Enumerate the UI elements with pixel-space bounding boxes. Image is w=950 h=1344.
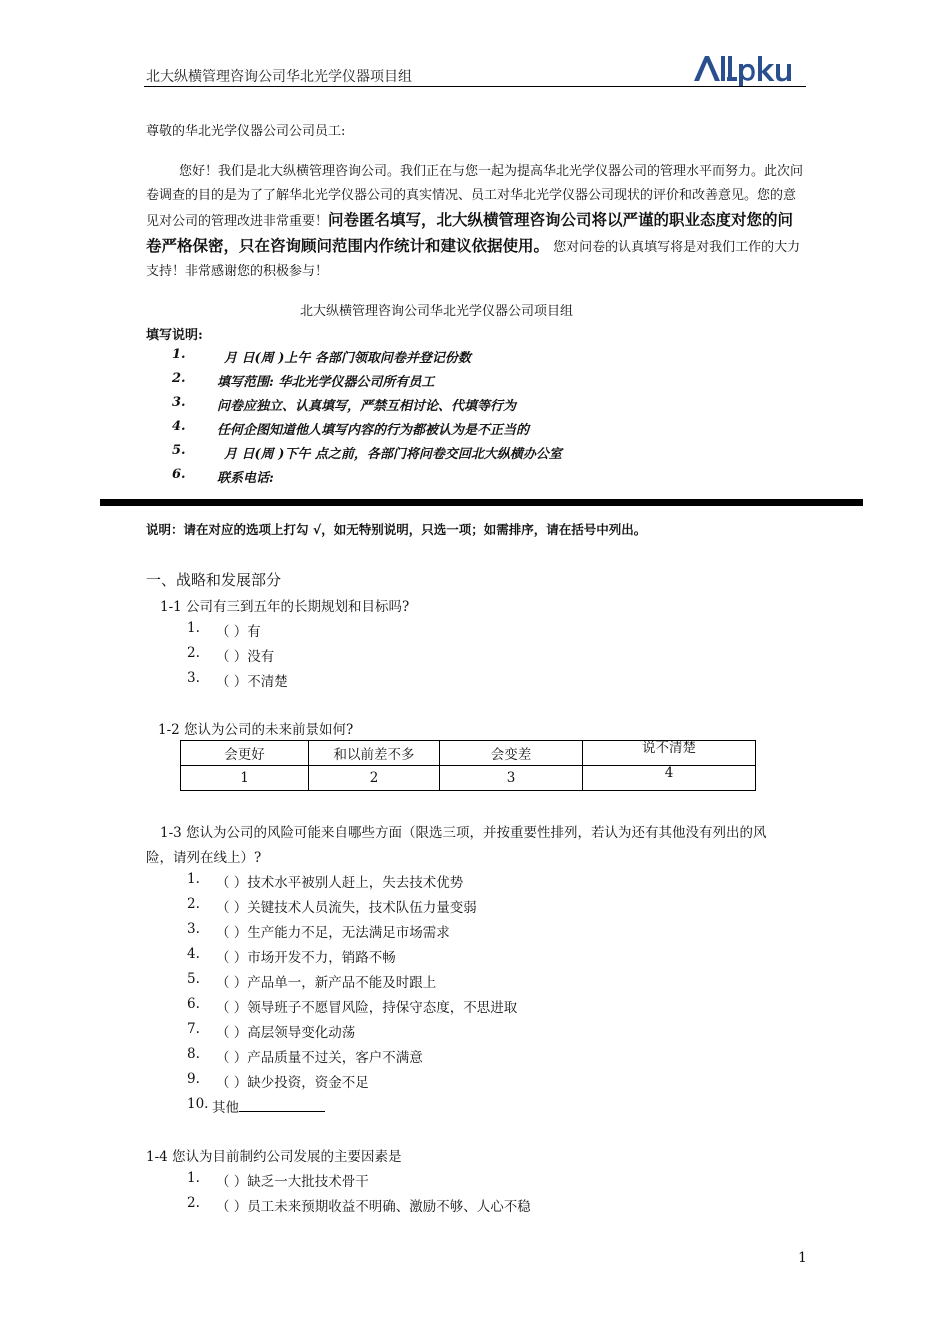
section-title: 一、战略和发展部分 (146, 571, 282, 589)
question-1-3-line1: 1-3 您认为公司的风险可能来自哪些方面（限选三项，并按重要性排列，若认为还有其他没有列出的风 (160, 825, 767, 841)
allpku-logo (694, 52, 806, 86)
option-checkbox[interactable]: （ ）有 (216, 624, 261, 640)
option-num: 1. (187, 1170, 200, 1186)
instruction-num: 6. (172, 467, 186, 482)
question-1-4: 1-4 您认为目前制约公司发展的主要因素是 (146, 1149, 402, 1165)
instruction-num: 2. (172, 371, 186, 386)
option-checkbox[interactable]: （ ）缺少投资，资金不足 (216, 1075, 369, 1091)
instruction-num: 4. (172, 419, 186, 434)
table-cell[interactable]: 4 (583, 766, 756, 791)
option-checkbox[interactable]: （ ）产品单一，新产品不能及时跟上 (216, 975, 437, 991)
other-fill-line[interactable] (239, 1097, 325, 1112)
answer-instructions: 说明：请在对应的选项上打勾 √，如无特别说明，只选一项；如需排序，请在括号中列出。 (146, 522, 647, 537)
instruction-text: 问卷应独立、认真填写，严禁互相讨论、代填等行为 (217, 399, 517, 414)
table-cell[interactable]: 2 (309, 766, 440, 791)
option-num: 3. (187, 670, 200, 686)
question-1-1: 1-1 公司有三到五年的长期规划和目标吗? (160, 599, 410, 615)
intro-lead: 您好！我们是北大纵横管理咨询公司。我们正在与您一起为提高华北光学仪器公司的管理水平而努力。此次问卷调查的目的是为了了解华北光学仪器公司的真实情况、员工对华北光学仪器公司现状的评价和改善意见。您的意见对公司的管理改进非常重要！ (146, 164, 804, 229)
question-1-3-line2: 险，请列在线上）? (146, 850, 262, 866)
instruction-num: 3. (172, 395, 186, 410)
option-num: 4. (187, 946, 200, 962)
instruction-text: 联系电话: (217, 471, 274, 486)
intro-tail: 您对问卷的认真填写将是对我们工作的大力支持！非常感谢您的积极参与！ (146, 240, 801, 279)
header-title: 北大纵横管理咨询公司华北光学仪器项目组 (146, 69, 412, 85)
option-checkbox[interactable]: （ ）生产能力不足，无法满足市场需求 (216, 925, 450, 941)
option-num: 2. (187, 896, 200, 912)
table-cell[interactable]: 1 (181, 766, 309, 791)
option-num: 2. (187, 1195, 200, 1211)
signature: 北大纵横管理咨询公司华北光学仪器公司项目组 (300, 304, 574, 319)
option-checkbox[interactable]: （ ）市场开发不力，销路不畅 (216, 950, 396, 966)
option-num: 5. (187, 971, 200, 987)
table-header-row (181, 741, 756, 766)
instruction-text: 月 日(周 )下午 点之前，各部门将问卷交回北大纵横办公室 (224, 447, 562, 462)
table-header-cell: 和以前差不多 (309, 741, 440, 766)
instruction-text: 月 日(周 )上午 各部门领取问卷并登记份数 (224, 351, 471, 366)
option-checkbox[interactable]: （ ）员工未来预期收益不明确、激励不够、人心不稳 (216, 1199, 531, 1215)
page-number: 1 (798, 1250, 807, 1266)
other-label: 其他 (212, 1100, 239, 1116)
option-checkbox[interactable]: （ ）缺乏一大批技术骨干 (216, 1174, 369, 1190)
greeting: 尊敬的华北光学仪器公司公司员工: (146, 124, 346, 139)
option-checkbox[interactable]: （ ）关键技术人员流失，技术队伍力量变弱 (216, 900, 477, 916)
option-checkbox[interactable]: （ ）产品质量不过关，客户不满意 (216, 1050, 423, 1066)
instruction-num: 1. (172, 347, 186, 362)
table-cell[interactable]: 3 (440, 766, 583, 791)
intro-paragraph (146, 160, 806, 284)
question-1-2: 1-2 您认为公司的未来前景如何? (158, 722, 354, 738)
option-num: 9. (187, 1071, 200, 1087)
option-num: 2. (187, 645, 200, 661)
outlook-table (180, 740, 756, 791)
instruction-text: 任何企图知道他人填写内容的行为都被认为是不正当的 (217, 423, 530, 438)
option-checkbox[interactable]: （ ）高层领导变化动荡 (216, 1025, 356, 1041)
option-num: 1. (187, 620, 200, 636)
table-header-cell: 说不清楚 (583, 741, 756, 766)
header-divider (144, 86, 806, 87)
option-num: 10. (187, 1096, 209, 1112)
option-num: 8. (187, 1046, 200, 1062)
option-num: 1. (187, 871, 200, 887)
section-divider (100, 499, 863, 506)
option-checkbox[interactable]: （ ）不清楚 (216, 674, 288, 690)
option-checkbox[interactable]: （ ）领导班子不愿冒风险，持保守态度，不思进取 (216, 1000, 518, 1016)
instruction-text: 填写范围: 华北光学仪器公司所有员工 (217, 375, 435, 390)
option-checkbox[interactable]: （ ）技术水平被别人赶上，失去技术优势 (216, 875, 464, 891)
other-option (212, 1096, 325, 1116)
option-num: 7. (187, 1021, 200, 1037)
option-num: 3. (187, 921, 200, 937)
instruction-num: 5. (172, 443, 186, 458)
option-num: 6. (187, 996, 200, 1012)
table-header-cell: 会更好 (181, 741, 309, 766)
table-row (181, 766, 756, 791)
confidentiality-statement: 问卷匿名填写，北大纵横管理咨询公司将以严谨的职业态度对您的问卷严格保密，只在咨询顾问范围内作统计和建议依据使用。 (146, 211, 794, 255)
instructions-title: 填写说明: (146, 328, 203, 343)
table-header-cell: 会变差 (440, 741, 583, 766)
option-checkbox[interactable]: （ ）没有 (216, 649, 275, 665)
